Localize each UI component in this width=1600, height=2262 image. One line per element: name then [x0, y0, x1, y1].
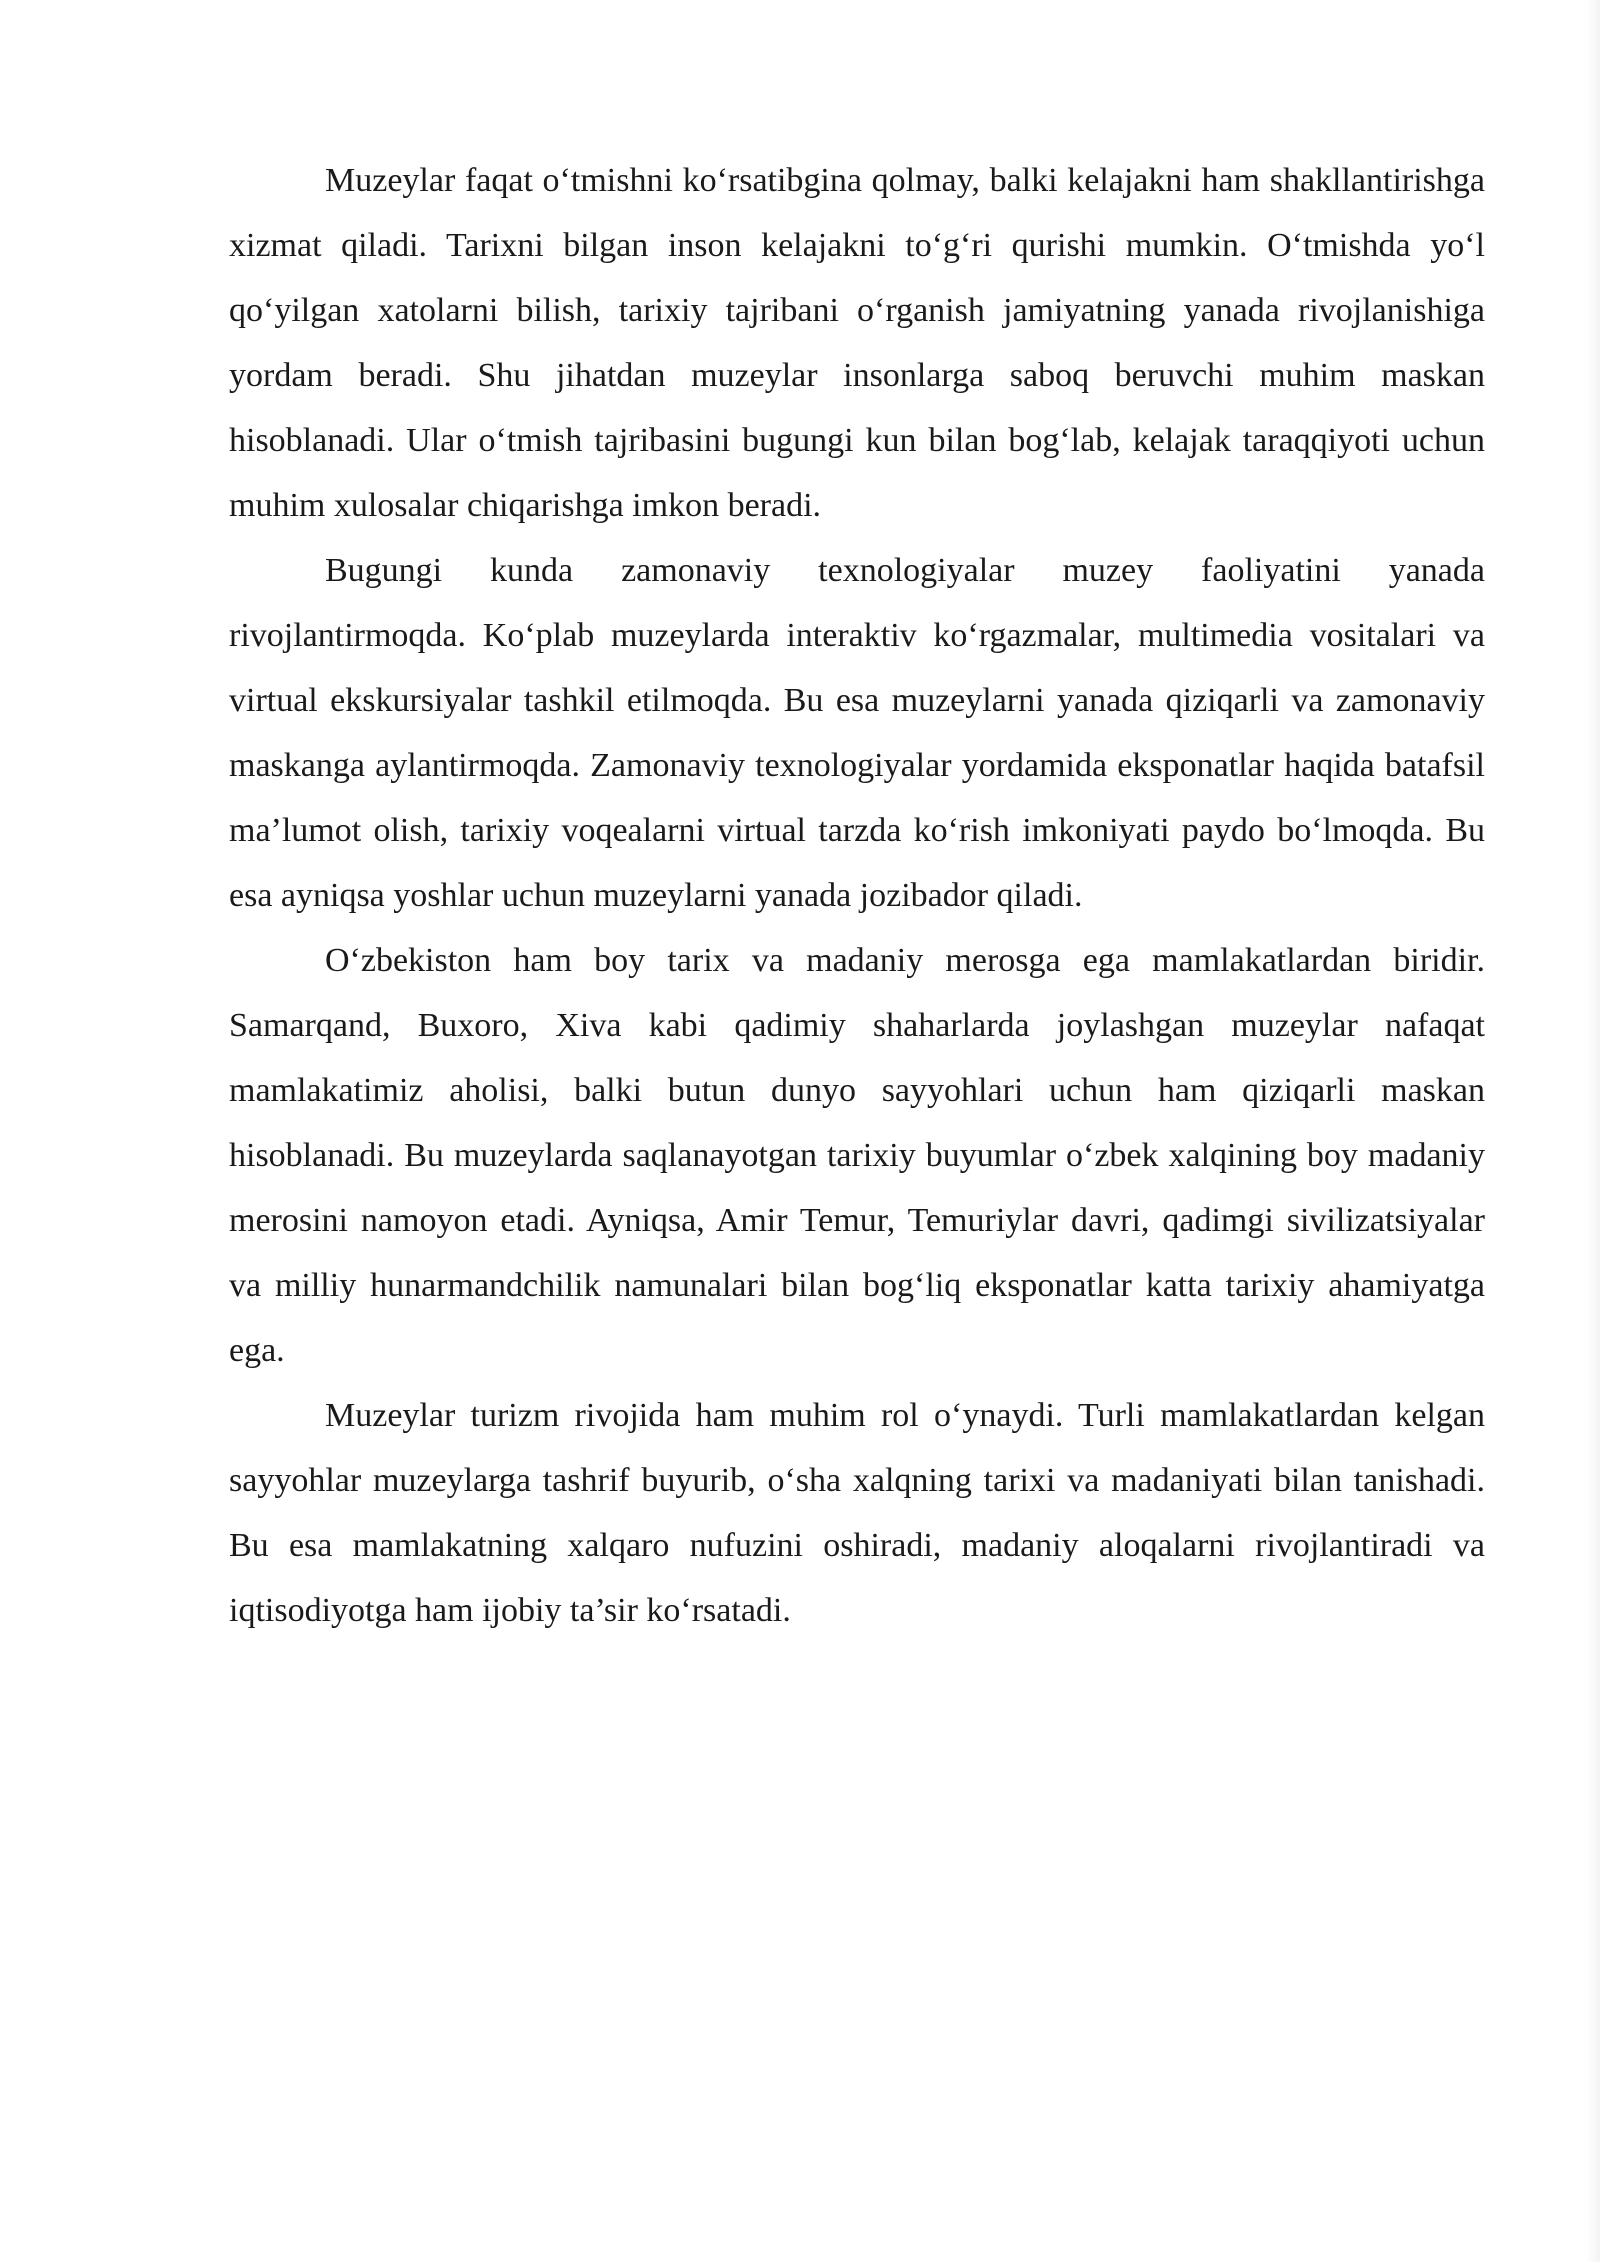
paragraph-2: Bugungi kunda zamonaviy texnologiyalar muzey faoliyatini yanada rivojlantirmoqda. Ko‘plab muzeylarda interaktiv ko‘rgazmalar, multimedia vositalari va virtual ekskursiyalar tashkil etilmoqda. Bu esa muzeylarni yanada qiziqarli va zamonaviy maskanga aylantirmoqda. Zamonaviy texnologiyalar yordamida eksponatlar haqida batafsil ma’lumot olish, tarixiy voqealarni virtual tarzda ko‘rish imkoniyati paydo bo‘lmoqda. Bu esa ayniqsa yoshlar uchun muzeylarni yanada jozibador qiladi.: [229, 552, 1485, 914]
page-edge-shadow: [1586, 0, 1600, 2262]
paragraph-3: O‘zbekiston ham boy tarix va madaniy merosga ega mamlakatlardan biridir. Samarqand, Buxoro, Xiva kabi qadimiy shaharlarda joylashgan muzeylar nafaqat mamlakatimiz aholisi, balki butun dunyo sayyohlari uchun ham qiziqarli maskan hisoblanadi. Bu muzeylarda saqlanayotgan tarixiy buyumlar o‘zbek xalqining boy madaniy merosini namoyon etadi. Ayniqsa, Amir Temur, Temuriylar davri, qadimgi sivilizatsiyalar va milliy hunarmandchilik namunalari bilan bog‘liq eksponatlar katta tarixiy ahamiyatga ega.: [229, 942, 1485, 1369]
paragraph-1: Muzeylar faqat o‘tmishni ko‘rsatibgina qolmay, balki kelajakni ham shakllantirishga xizmat qiladi. Tarixni bilgan inson kelajakni to‘g‘ri qurishi mumkin. O‘tmishda yo‘l qo‘yilgan xatolarni bilish, tarixiy tajribani o‘rganish jamiyatning yanada rivojlanishiga yordam beradi. Shu jihatdan muzeylar insonlarga saboq beruvchi muhim maskan hisoblanadi. Ular o‘tmish tajribasini bugungi kun bilan bog‘lab, kelajak taraqqiyoti uchun muhim xulosalar chiqarishga imkon beradi.: [229, 162, 1485, 524]
document-body: [229, 148, 1485, 1643]
paragraph-4: Muzeylar turizm rivojida ham muhim rol o‘ynaydi. Turli mamlakatlardan kelgan sayyohlar muzeylarga tashrif buyurib, o‘sha xalqning tarixi va madaniyati bilan tanishadi. Bu esa mamlakatning xalqaro nufuzini oshiradi, madaniy aloqalarni rivojlantiradi va iqtisodiyotga ham ijobiy ta’sir ko‘rsatadi.: [229, 1397, 1485, 1629]
